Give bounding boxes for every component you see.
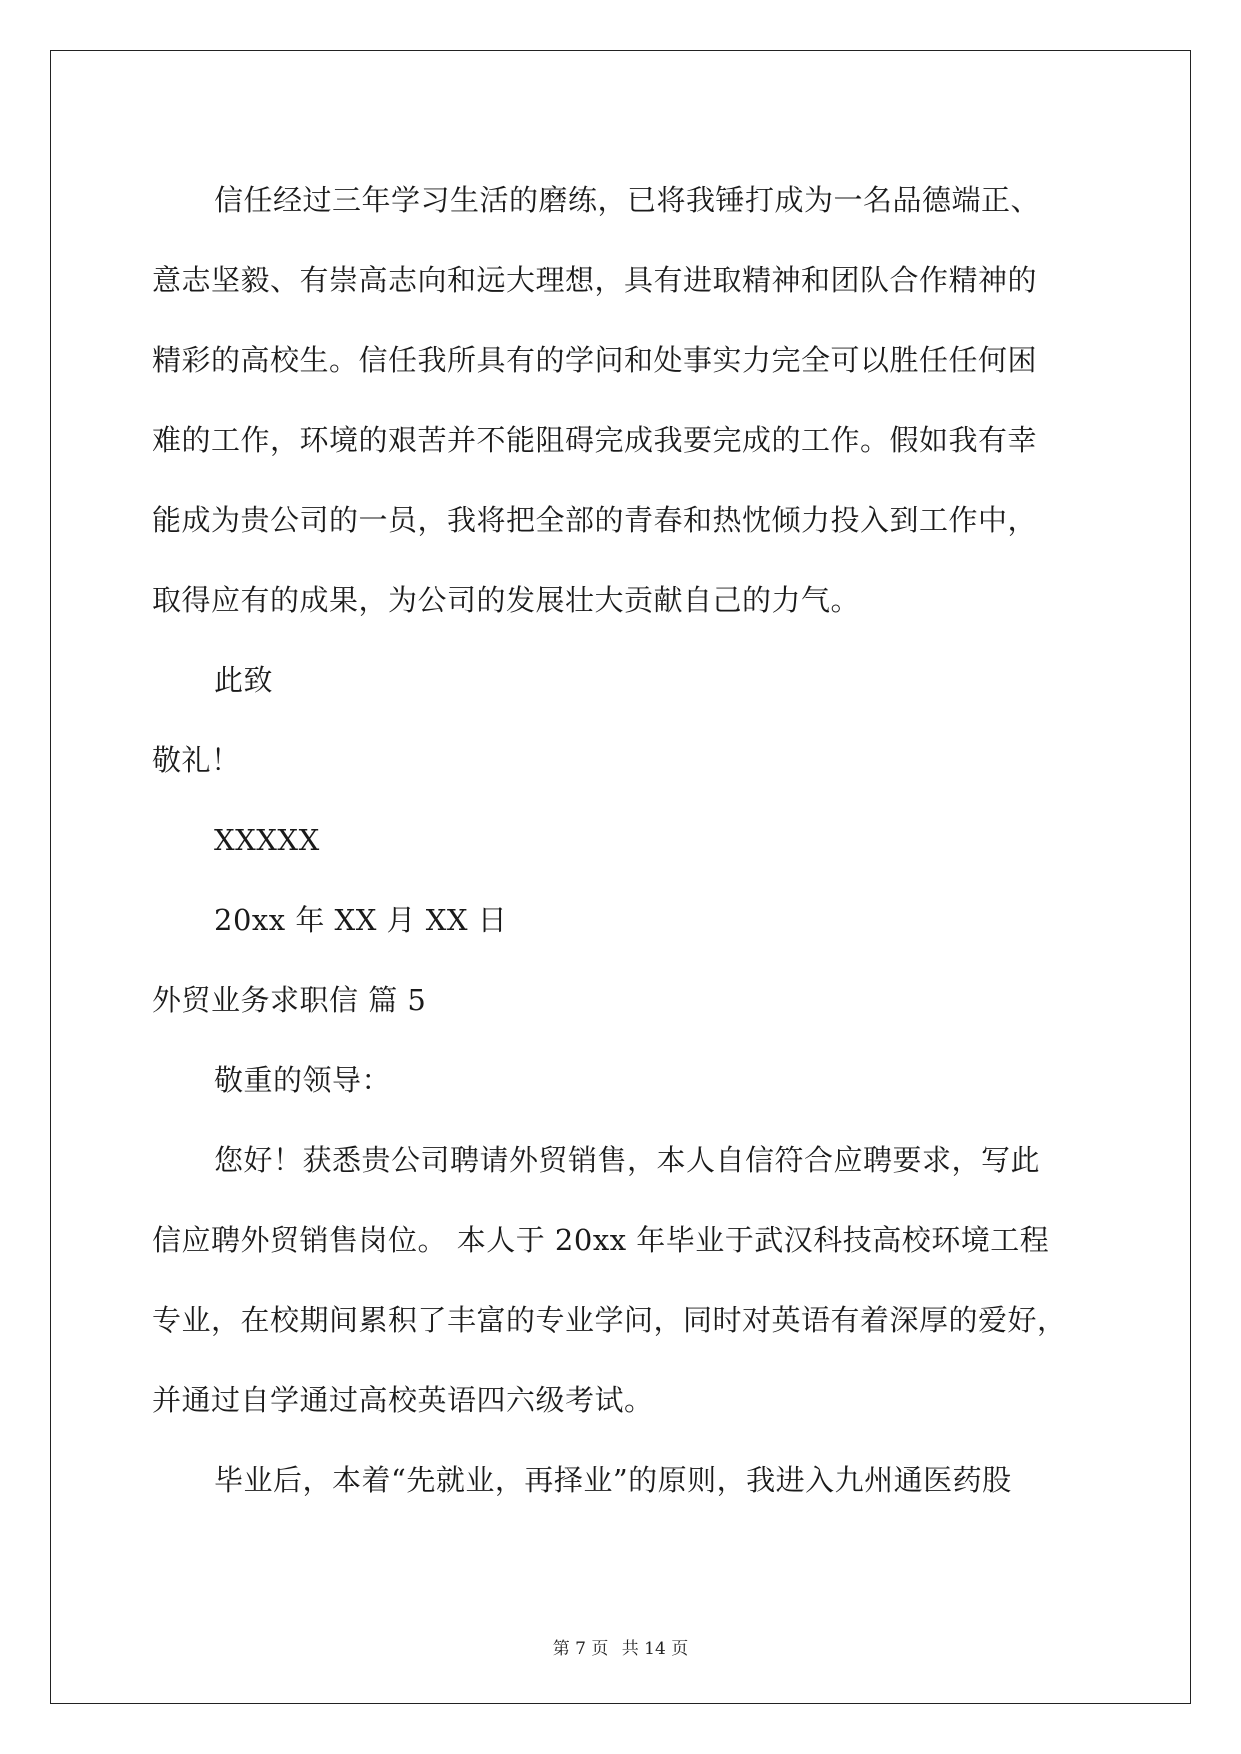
text-line: 精彩的高校生。信任我所具有的学问和处事实力完全可以胜任任何困 — [152, 343, 1038, 377]
text-line: 毕业后，本着“先就业，再择业”的原则，我进入九州通医药股 — [214, 1463, 1012, 1497]
page-total: 共 14 页 — [621, 1639, 689, 1659]
text-line: 取得应有的成果，为公司的发展壮大贡献自己的力气。 — [152, 583, 861, 617]
page-number: 第 7 页 — [552, 1639, 609, 1659]
page-footer — [0, 1634, 1241, 1659]
text-line: 并通过自学通过高校英语四六级考试。 — [152, 1383, 654, 1417]
text-line: 能成为贵公司的一员，我将把全部的青春和热忱倾力投入到工作中， — [152, 503, 1038, 537]
section-heading: 外贸业务求职信 篇 5 — [152, 983, 427, 1017]
closing-salutation: 此致 — [214, 663, 274, 697]
greeting: 敬重的领导： — [214, 1063, 392, 1097]
text-line: 您好！获悉贵公司聘请外贸销售，本人自信符合应聘要求，写此 — [214, 1143, 1041, 1177]
text-line: 信任经过三年学习生活的磨练，已将我锤打成为一名品德端正、 — [214, 183, 1041, 217]
text-line: 专业，在校期间累积了丰富的专业学问，同时对英语有着深厚的爱好， — [152, 1303, 1067, 1337]
signature-name: XXXXX — [214, 823, 320, 857]
document-body — [152, 160, 1112, 1520]
signature-date: 20xx 年 XX 月 XX 日 — [214, 903, 508, 937]
text-line: 信应聘外贸销售岗位。 本人于 20xx 年毕业于武汉科技高校环境工程 — [152, 1223, 1050, 1257]
text-line: 难的工作，环境的艰苦并不能阻碍完成我要完成的工作。假如我有幸 — [152, 423, 1038, 457]
text-line: 意志坚毅、有崇高志向和远大理想，具有进取精神和团队合作精神的 — [152, 263, 1038, 297]
closing-respect: 敬礼！ — [152, 743, 241, 777]
